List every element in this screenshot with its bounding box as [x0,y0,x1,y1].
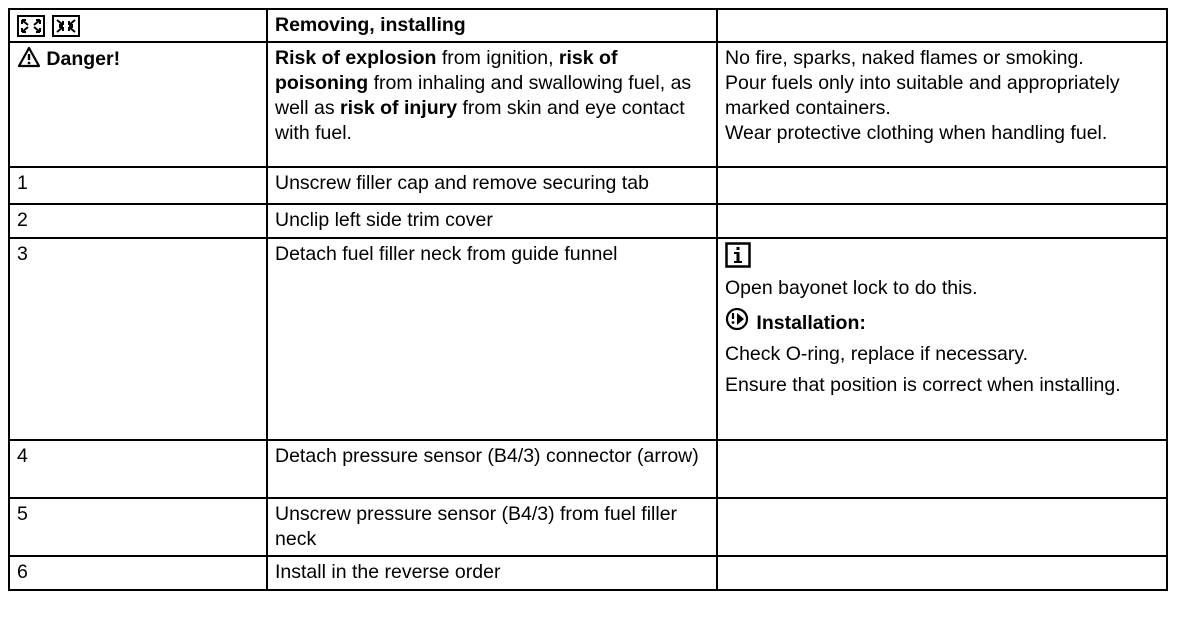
installation-heading [725,307,1160,336]
step-note-cell [717,204,1167,238]
step-row [9,167,1167,204]
step-note-cell [717,498,1167,556]
measure-item: Pour fuels only into suitable and appropriately marked containers. [725,72,1120,119]
step-text: Detach pressure sensor (B4/3) connector (arrow) [267,440,717,498]
header-right-cell [717,9,1167,42]
header-row [9,9,1167,42]
step-number: 4 [9,440,267,498]
danger-row [9,42,1167,167]
step-row [9,238,1167,440]
note-text: Ensure that position is correct when installing. [725,374,1121,396]
risk-text-2: from inhaling and swallowing fuel, as well as [275,72,692,119]
header-title [267,9,717,42]
step-note-cell [717,167,1167,204]
step-note-cell [717,440,1167,498]
step-text: Detach fuel filler neck from guide funnel [267,238,717,440]
danger-label: Danger! [46,48,121,70]
step-note-cell [717,238,1167,440]
step-row [9,440,1167,498]
danger-risk-cell [267,42,717,167]
danger-label-cell [9,42,267,167]
collapse-icon[interactable] [52,15,80,37]
step-number: 3 [9,238,267,440]
risk-explosion: Risk of explosion [275,47,437,69]
procedure-table [8,8,1168,591]
measure-item: Wear protective clothing when handling fuel. [725,122,1108,144]
risk-injury: risk of injury [340,97,458,119]
risk-text-3: from skin and eye contact with fuel. [275,97,685,144]
installation-icon [725,307,751,331]
step-number: 5 [9,498,267,556]
step-text: Unscrew filler cap and remove securing tab [267,167,717,204]
step-text: Unscrew pressure sensor (B4/3) from fuel filler neck [267,498,717,556]
step-number: 6 [9,556,267,590]
step-note-cell [717,556,1167,590]
risk-text-1: from ignition, [436,47,559,69]
measure-item: No fire, sparks, naked flames or smoking. [725,47,1084,69]
note-text: Open bayonet lock to do this. [725,277,978,299]
step-number: 1 [9,167,267,204]
danger-measures-cell [717,42,1167,167]
section-title: Removing, installing [275,14,466,36]
expand-icon[interactable] [17,15,45,37]
warning-triangle-icon [17,46,41,68]
step-row [9,498,1167,556]
info-icon [725,242,751,268]
risk-poisoning: risk of poisoning [275,47,618,94]
step-row [9,204,1167,238]
installation-label: Installation: [756,312,866,334]
step-number: 2 [9,204,267,238]
step-row [9,556,1167,590]
step-text: Install in the reverse order [267,556,717,590]
note-text: Check O-ring, replace if necessary. [725,343,1029,365]
step-text: Unclip left side trim cover [267,204,717,238]
header-icons-cell [9,9,267,42]
